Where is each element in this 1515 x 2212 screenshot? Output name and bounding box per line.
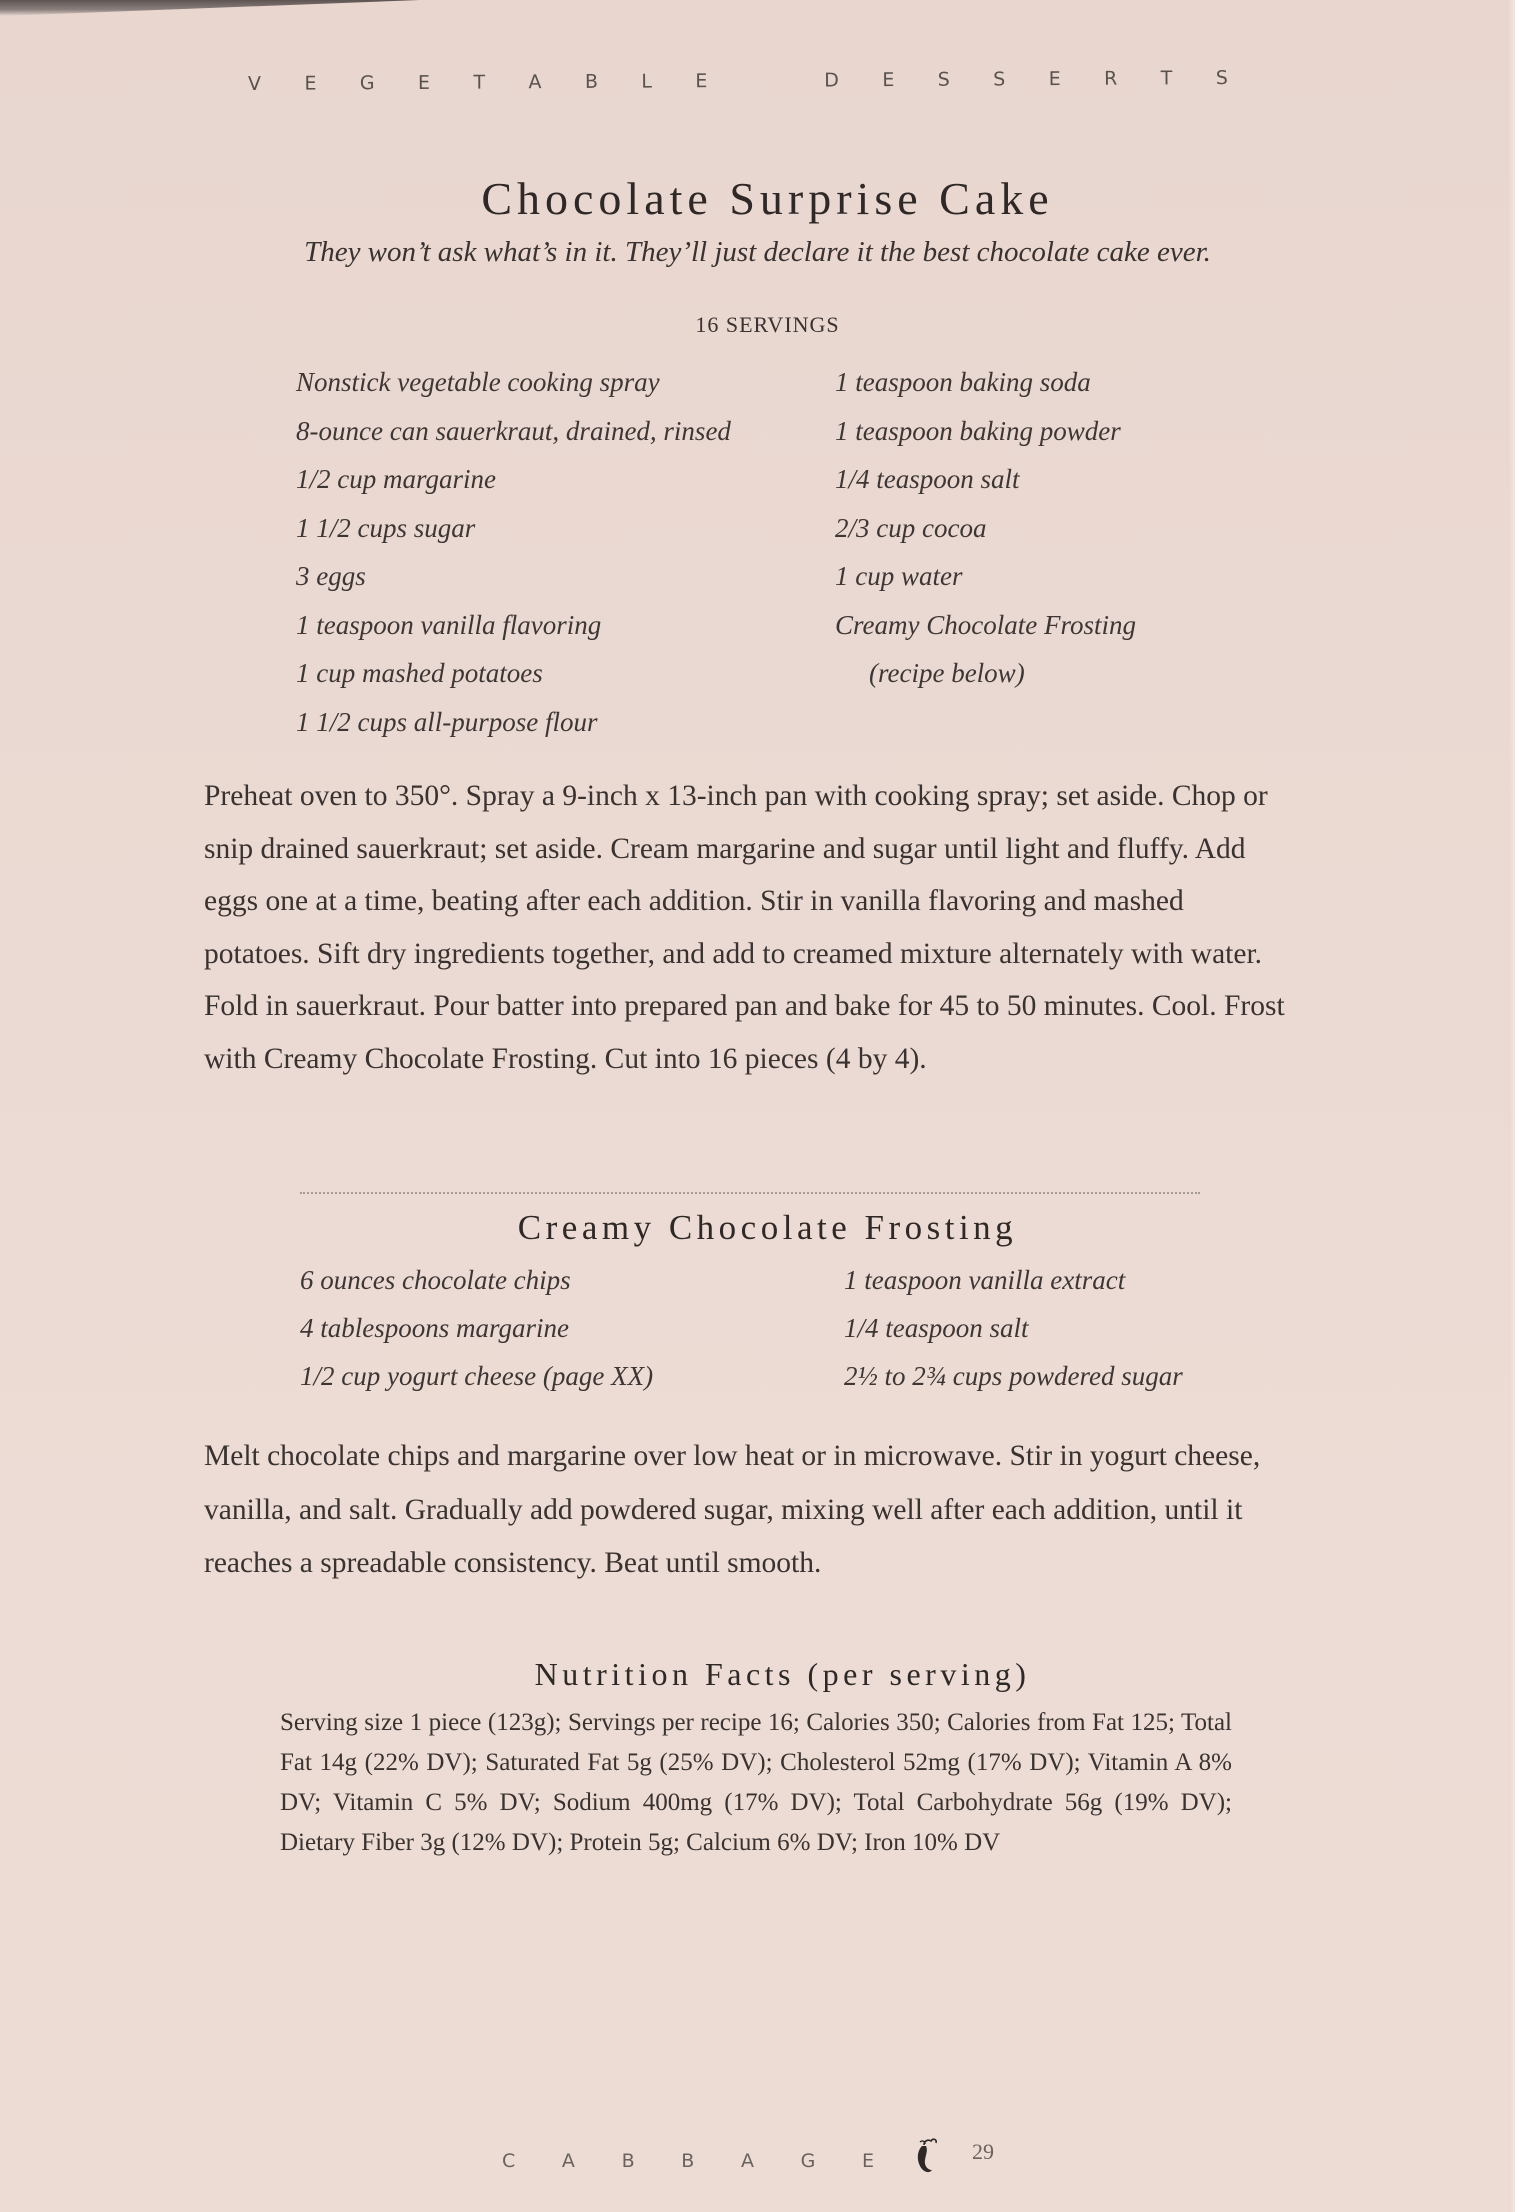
running-head-letter: L	[641, 70, 653, 93]
cabbage-leaf-ornament-icon	[914, 2136, 940, 2176]
running-head-letter: R	[1104, 67, 1118, 90]
frosting-ingredient-item: 1 teaspoon vanilla extract	[844, 1265, 1126, 1295]
running-head	[248, 67, 1228, 95]
page-shadow	[0, 0, 420, 16]
frosting-ingredient-item: 2½ to 2¾ cups powdered sugar	[844, 1361, 1183, 1391]
ingredient-item: 8-ounce can sauerkraut, drained, rinsed	[296, 415, 731, 446]
footer-letter: C	[502, 2150, 516, 2172]
frosting-title: Creamy Chocolate Frosting	[517, 1208, 1018, 1247]
ingredient-item: 1/2 cup margarine	[296, 464, 496, 494]
ingredient-item: 1 teaspoon baking powder	[835, 415, 1121, 446]
section-divider	[300, 1192, 1200, 1194]
running-head-letter: E	[695, 70, 708, 93]
footer-letter: A	[740, 2150, 754, 2172]
running-head-letter: E	[304, 72, 317, 95]
recipe-title: Chocolate Surprise Cake	[481, 173, 1054, 224]
ingredient-item: 2/3 cup cocoa	[835, 512, 987, 543]
running-head-letter: B	[584, 70, 599, 93]
footer-letter: G	[800, 2150, 816, 2172]
ingredient-item: Nonstick vegetable cooking spray	[296, 367, 660, 397]
ingredient-item: 3 eggs	[296, 561, 366, 591]
running-head-letter: V	[247, 72, 262, 95]
footer-letter: E	[861, 2150, 874, 2172]
ingredient-item: 1 cup water	[835, 561, 963, 591]
ingredients-right-column	[835, 362, 1136, 702]
ingredient-item: 1 1/2 cups sugar	[296, 512, 476, 543]
frosting-ingredients-right	[844, 1260, 1183, 1404]
footer-letter: B	[621, 2150, 635, 2172]
footer-letter: A	[561, 2150, 575, 2172]
ingredients-left-column	[296, 362, 731, 750]
frosting-ingredient-item: 4 tablespoons margarine	[300, 1313, 569, 1343]
nutrition-facts: Serving size 1 piece (123g); Servings per recipe 16; Calories 350; Calories from Fat 125; Total Fat 14g (22% DV); Saturated Fat 5g (25% DV); Cholesterol 52mg (17% DV); Vitamin A 8% DV; Vitamin C 5% DV; Sodium 400mg (17% DV); Total Carbohydrate 56g (19% DV); Dietary Fiber 3g (12% DV); Protein 5g; Calcium 6% DV; Iron 10% DV	[280, 1709, 1232, 1856]
running-head-letter: T	[473, 71, 486, 94]
running-head-letter: S	[937, 68, 950, 91]
ingredient-item: 1 teaspoon baking soda	[835, 367, 1091, 397]
page-number: 29	[972, 2139, 994, 2164]
recipe-instructions: Preheat oven to 350°. Spray a 9-inch x 13-inch pan with cooking spray; set aside. Chop or snip drained sauerkraut; set aside. Cream margarine and sugar until light and fluffy. Add eggs one at a time, beating after each addition. Stir in vanilla flavoring and mashed potatoes. Sift dry ingredients together, and add to creamed mixture alternately with water. Fold in sauerkraut. Pour batter into prepared pan and bake for 45 to 50 minutes. Cool. Frost with Creamy Chocolate Frosting. Cut into 16 pieces (4 by 4).	[204, 780, 1285, 1075]
ingredient-item: 1 cup mashed potatoes	[296, 658, 543, 688]
running-head-letter: S	[1215, 67, 1228, 90]
running-head-letter: E	[417, 71, 431, 94]
running-head-letter: T	[1160, 67, 1173, 90]
frosting-ingredient-item: 1/4 teaspoon salt	[844, 1313, 1029, 1343]
recipe-subtitle: They won’t ask what’s in it. They’ll just declare it the best chocolate cake ever.	[304, 236, 1211, 268]
ingredient-item: 1 1/2 cups all-purpose flour	[296, 706, 598, 737]
ingredient-item: 1/4 teaspoon salt	[835, 464, 1020, 494]
running-head-letter: E	[1048, 68, 1061, 91]
frosting-ingredient-item: 6 ounces chocolate chips	[300, 1265, 571, 1295]
page-footer	[502, 2136, 994, 2176]
ingredient-item: Creamy Chocolate Frosting	[835, 609, 1136, 640]
servings-label: 16 SERVINGS	[695, 312, 840, 337]
ingredient-item: 1 teaspoon vanilla flavoring	[296, 609, 602, 640]
running-head-letter: E	[882, 69, 895, 92]
running-head-letter: G	[359, 72, 375, 95]
frosting-ingredient-item: 1/2 cup yogurt cheese (page XX)	[300, 1361, 654, 1391]
footer-chapter-name	[502, 2150, 874, 2172]
running-head-letter: S	[993, 68, 1006, 91]
running-head-letter: D	[824, 69, 839, 92]
frosting-ingredients-left	[300, 1260, 653, 1404]
running-head-space	[751, 70, 781, 92]
frosting-instructions: Melt chocolate chips and margarine over low heat or in microwave. Stir in yogurt cheese, vanilla, and salt. Gradually add powdered sugar, mixing well after each addition, until it reaches a spreadable consistency. Beat until smooth.	[204, 1440, 1261, 1579]
running-head-letter: A	[528, 71, 542, 94]
nutrition-title: Nutrition Facts (per serving)	[534, 1656, 1031, 1692]
footer-letter: B	[681, 2150, 695, 2172]
ingredient-item-note: (recipe below)	[869, 658, 1025, 688]
